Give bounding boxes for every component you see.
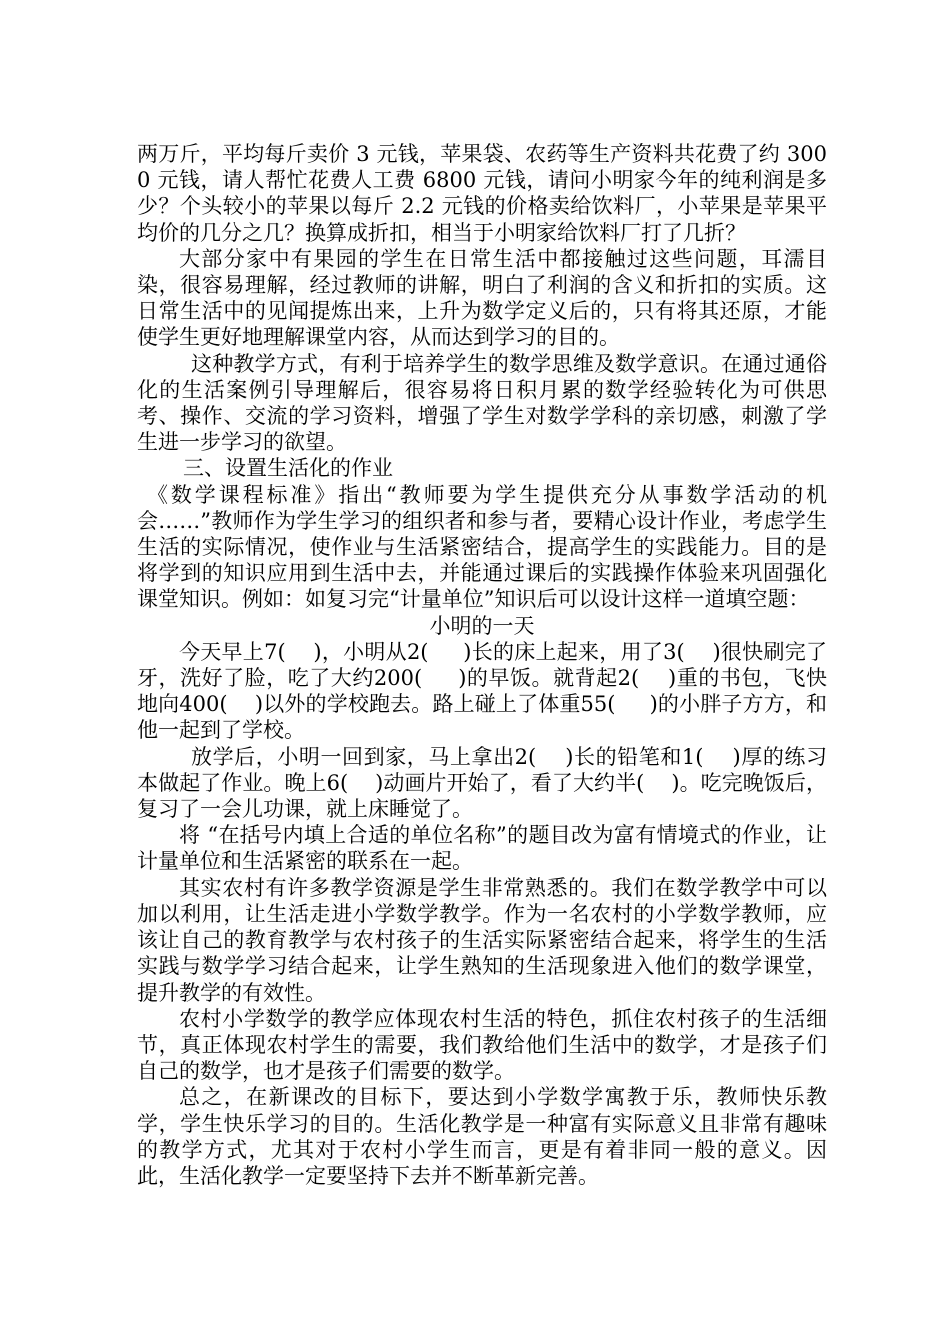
paragraph-curriculum-standard: 《数学课程标准》指出“教师要为学生提供充分从事数学活动的机会……”教师作为学生学习的组织者和参与者，要精心设计作业，考虑学生生活的实际情况，使作业与生活紧密结合，提高学生的实践能力。目的是将学到的知识应用到生活中去，并能通过课后的实践操作体验来巩固强化课堂知识。例如：如复习完“计量单位”知识后可以设计这样一道填空题：	[137, 482, 827, 612]
paragraph-problem-continuation: 两万斤，平均每斤卖价 3 元钱，苹果袋、农药等生产资料共花费了约 3000 元钱，请人帮忙花费人工费 6800 元钱，请问小明家今年的纯利润是多少？个头较小的苹果以每斤 2.2 元钱的价格卖给饮料厂，小苹果是苹果平均价的几分之几？换算成折扣，相当于小明家给饮料厂打了几折？	[137, 142, 827, 245]
paragraph-rural-math: 农村小学数学的教学应体现农村生活的特色，抓住农村孩子的生活细节，真正体现农村学生的需要，我们教给他们生活中的数学，才是孩子们自己的数学，也才是孩子们需要的数学。	[137, 1006, 827, 1084]
paragraph-teaching-method: 这种教学方式，有利于培养学生的数学思维及数学意识。在通过通俗化的生活案例引导理解后，很容易将日积月累的数学经验转化为可供思考、操作、交流的学习资料，增强了学生对数学学科的亲切感，刺激了学生进一步学习的欲望。	[137, 351, 827, 455]
exercise-paragraph-morning: 今天早上7( )，小明从2( )长的床上起来，用了3( )很快刷完了牙，洗好了脸，吃了大约200( )的早饭。就背起2( )重的书包，飞快地向400( )以外的学校跑去。路上碰上了体重55( )的小胖子方方，和他一起到了学校。	[137, 639, 827, 743]
paragraph-rural-resources: 其实农村有许多教学资源是学生非常熟悉的。我们在数学教学中可以加以利用，让生活走进小学数学教学。作为一名农村的小学数学教师，应该让自己的教育教学与农村孩子的生活实际紧密结合起来，将学生的生活实践与数学学习结合起来，让学生熟知的生活现象进入他们的数学课堂，提升教学的有效性。	[137, 875, 827, 1005]
document-body	[137, 141, 827, 1189]
section-heading: 三、设置生活化的作业	[183, 456, 393, 481]
exercise-title: 小明的一天	[429, 613, 535, 638]
paragraph-orchard-students: 大部分家中有果园的学生在日常生活中都接触过这些问题，耳濡目染，很容易理解，经过教师的讲解，明白了利润的含义和折扣的实质。这日常生活中的见闻提炼出来，上升为数学定义后的，只有将其还原，才能使学生更好地理解课堂内容，从而达到学习的目的。	[137, 246, 827, 350]
exercise-paragraph-evening: 放学后，小明一回到家，马上拿出2( )长的铅笔和1( )厚的练习本做起了作业。晚上6( )动画片开始了，看了大约半( )。吃完晚饭后，复习了一会儿功课，就上床睡觉了。	[137, 744, 827, 822]
paragraph-conclusion: 总之，在新课改的目标下，要达到小学数学寓教于乐，教师快乐教学，学生快乐学习的目的。生活化教学是一种富有实际意义且非常有趣味的教学方式，尤其对于农村小学生而言，更是有着非同一般的意义。因此，生活化教学一定要坚持下去并不断革新完善。	[137, 1085, 827, 1188]
paragraph-exercise-note: 将 “在括号内填上合适的单位名称”的题目改为富有情境式的作业，让计量单位和生活紧密的联系在一起。	[137, 823, 827, 874]
